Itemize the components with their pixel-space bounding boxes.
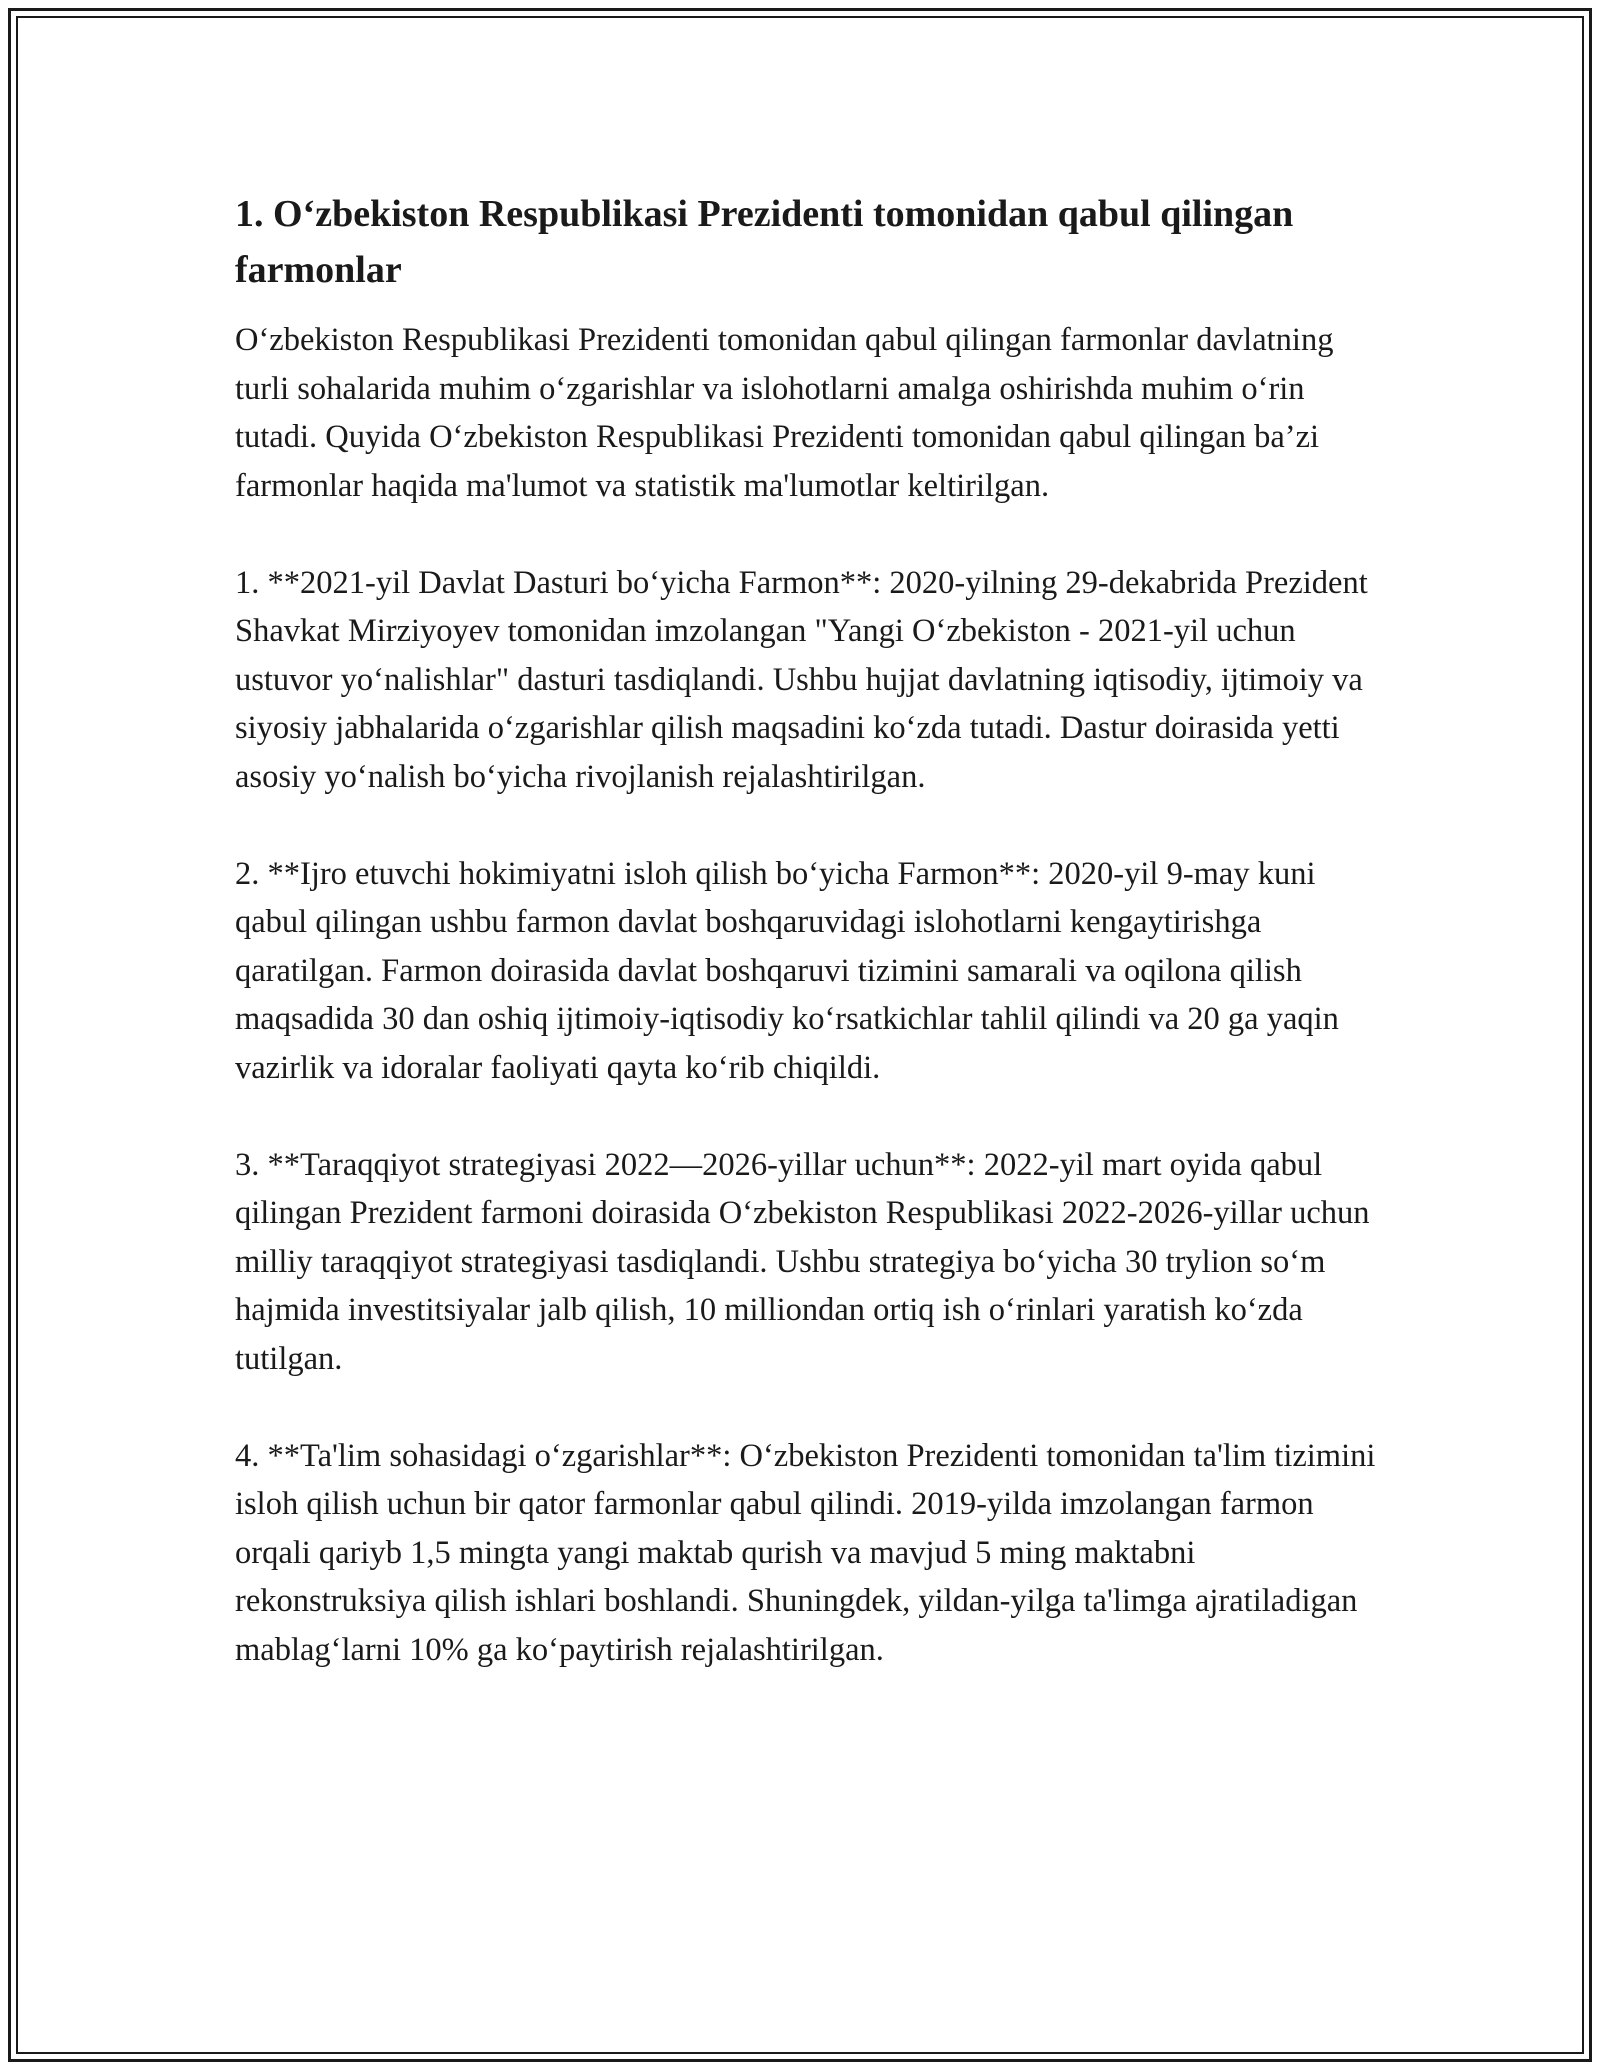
list-item: 2. **Ijro etuvchi hokimiyatni isloh qilish bo‘yicha Farmon**: 2020-yil 9-may kuni qabul qilingan ushbu farmon davlat boshqaruvidagi islohotlarni kengaytirishga qaratilgan. Farmon doirasida davlat boshqaruvi tizimini samarali va oqilona qilish maqsadida 30 dan oshiq ijtimoiy-iqtisodiy ko‘rsatkichlar tahlil qilindi va 20 ga yaqin vazirlik va idoralar faoliyati qayta ko‘rib chiqildi.	[235, 855, 1339, 1086]
list-item: 3. **Taraqqiyot strategiyasi 2022—2026-yillar uchun**: 2022-yil mart oyida qabul qilingan Prezident farmoni doirasida O‘zbekiston Respublikasi 2022-2026-yillar uchun milliy taraqqiyot strategiyasi tasdiqlandi. Ushbu strategiya bo‘yicha 30 trylion so‘m hajmida investitsiyalar jalb qilish, 10 milliondan ortiq ish o‘rinlari yaratish ko‘zda tutilgan.	[235, 1146, 1370, 1377]
intro-paragraph: O‘zbekiston Respublikasi Prezidenti tomonidan qabul qilingan farmonlar davlatning turli sohalarida muhim o‘zgarishlar va islohotlarni amalga oshirishda muhim o‘rin tutadi. Quyida O‘zbekiston Respublikasi Prezidenti tomonidan qabul qilingan ba’zi farmonlar haqida ma'lumot va statistik ma'lumotlar keltirilgan.	[235, 322, 1334, 504]
list-item: 1. **2021-yil Davlat Dasturi bo‘yicha Farmon**: 2020-yilning 29-dekabrida Prezident Shavkat Mirziyoyev tomonidan imzolangan "Yangi O‘zbekiston - 2021-yil uchun ustuvor yo‘nalishlar" dasturi tasdiqlandi. Ushbu hujjat davlatning iqtisodiy, ijtimoiy va siyosiy jabhalarida o‘zgarishlar qilish maqsadini ko‘zda tutadi. Dastur doirasida yetti asosiy yo‘nalish bo‘yicha rivojlanish rejalashtirilgan.	[235, 564, 1368, 795]
document-body	[235, 186, 1385, 1674]
list-item: 4. **Ta'lim sohasidagi o‘zgarishlar**: O‘zbekiston Prezidenti tomonidan ta'lim tizimini isloh qilish uchun bir qator farmonlar qabul qilindi. 2019-yilda imzolangan farmon orqali qariyb 1,5 mingta yangi maktab qurish va mavjud 5 ming maktabni rekonstruksiya qilish ishlari boshlandi. Shuningdek, yildan-yilga ta'limga ajratiladigan mablag‘larni 10% ga ko‘paytirish rejalashtirilgan.	[235, 1437, 1376, 1668]
document-title: 1. O‘zbekiston Respublikasi Prezidenti tomonidan qabul qilingan farmonlar	[235, 193, 1294, 291]
